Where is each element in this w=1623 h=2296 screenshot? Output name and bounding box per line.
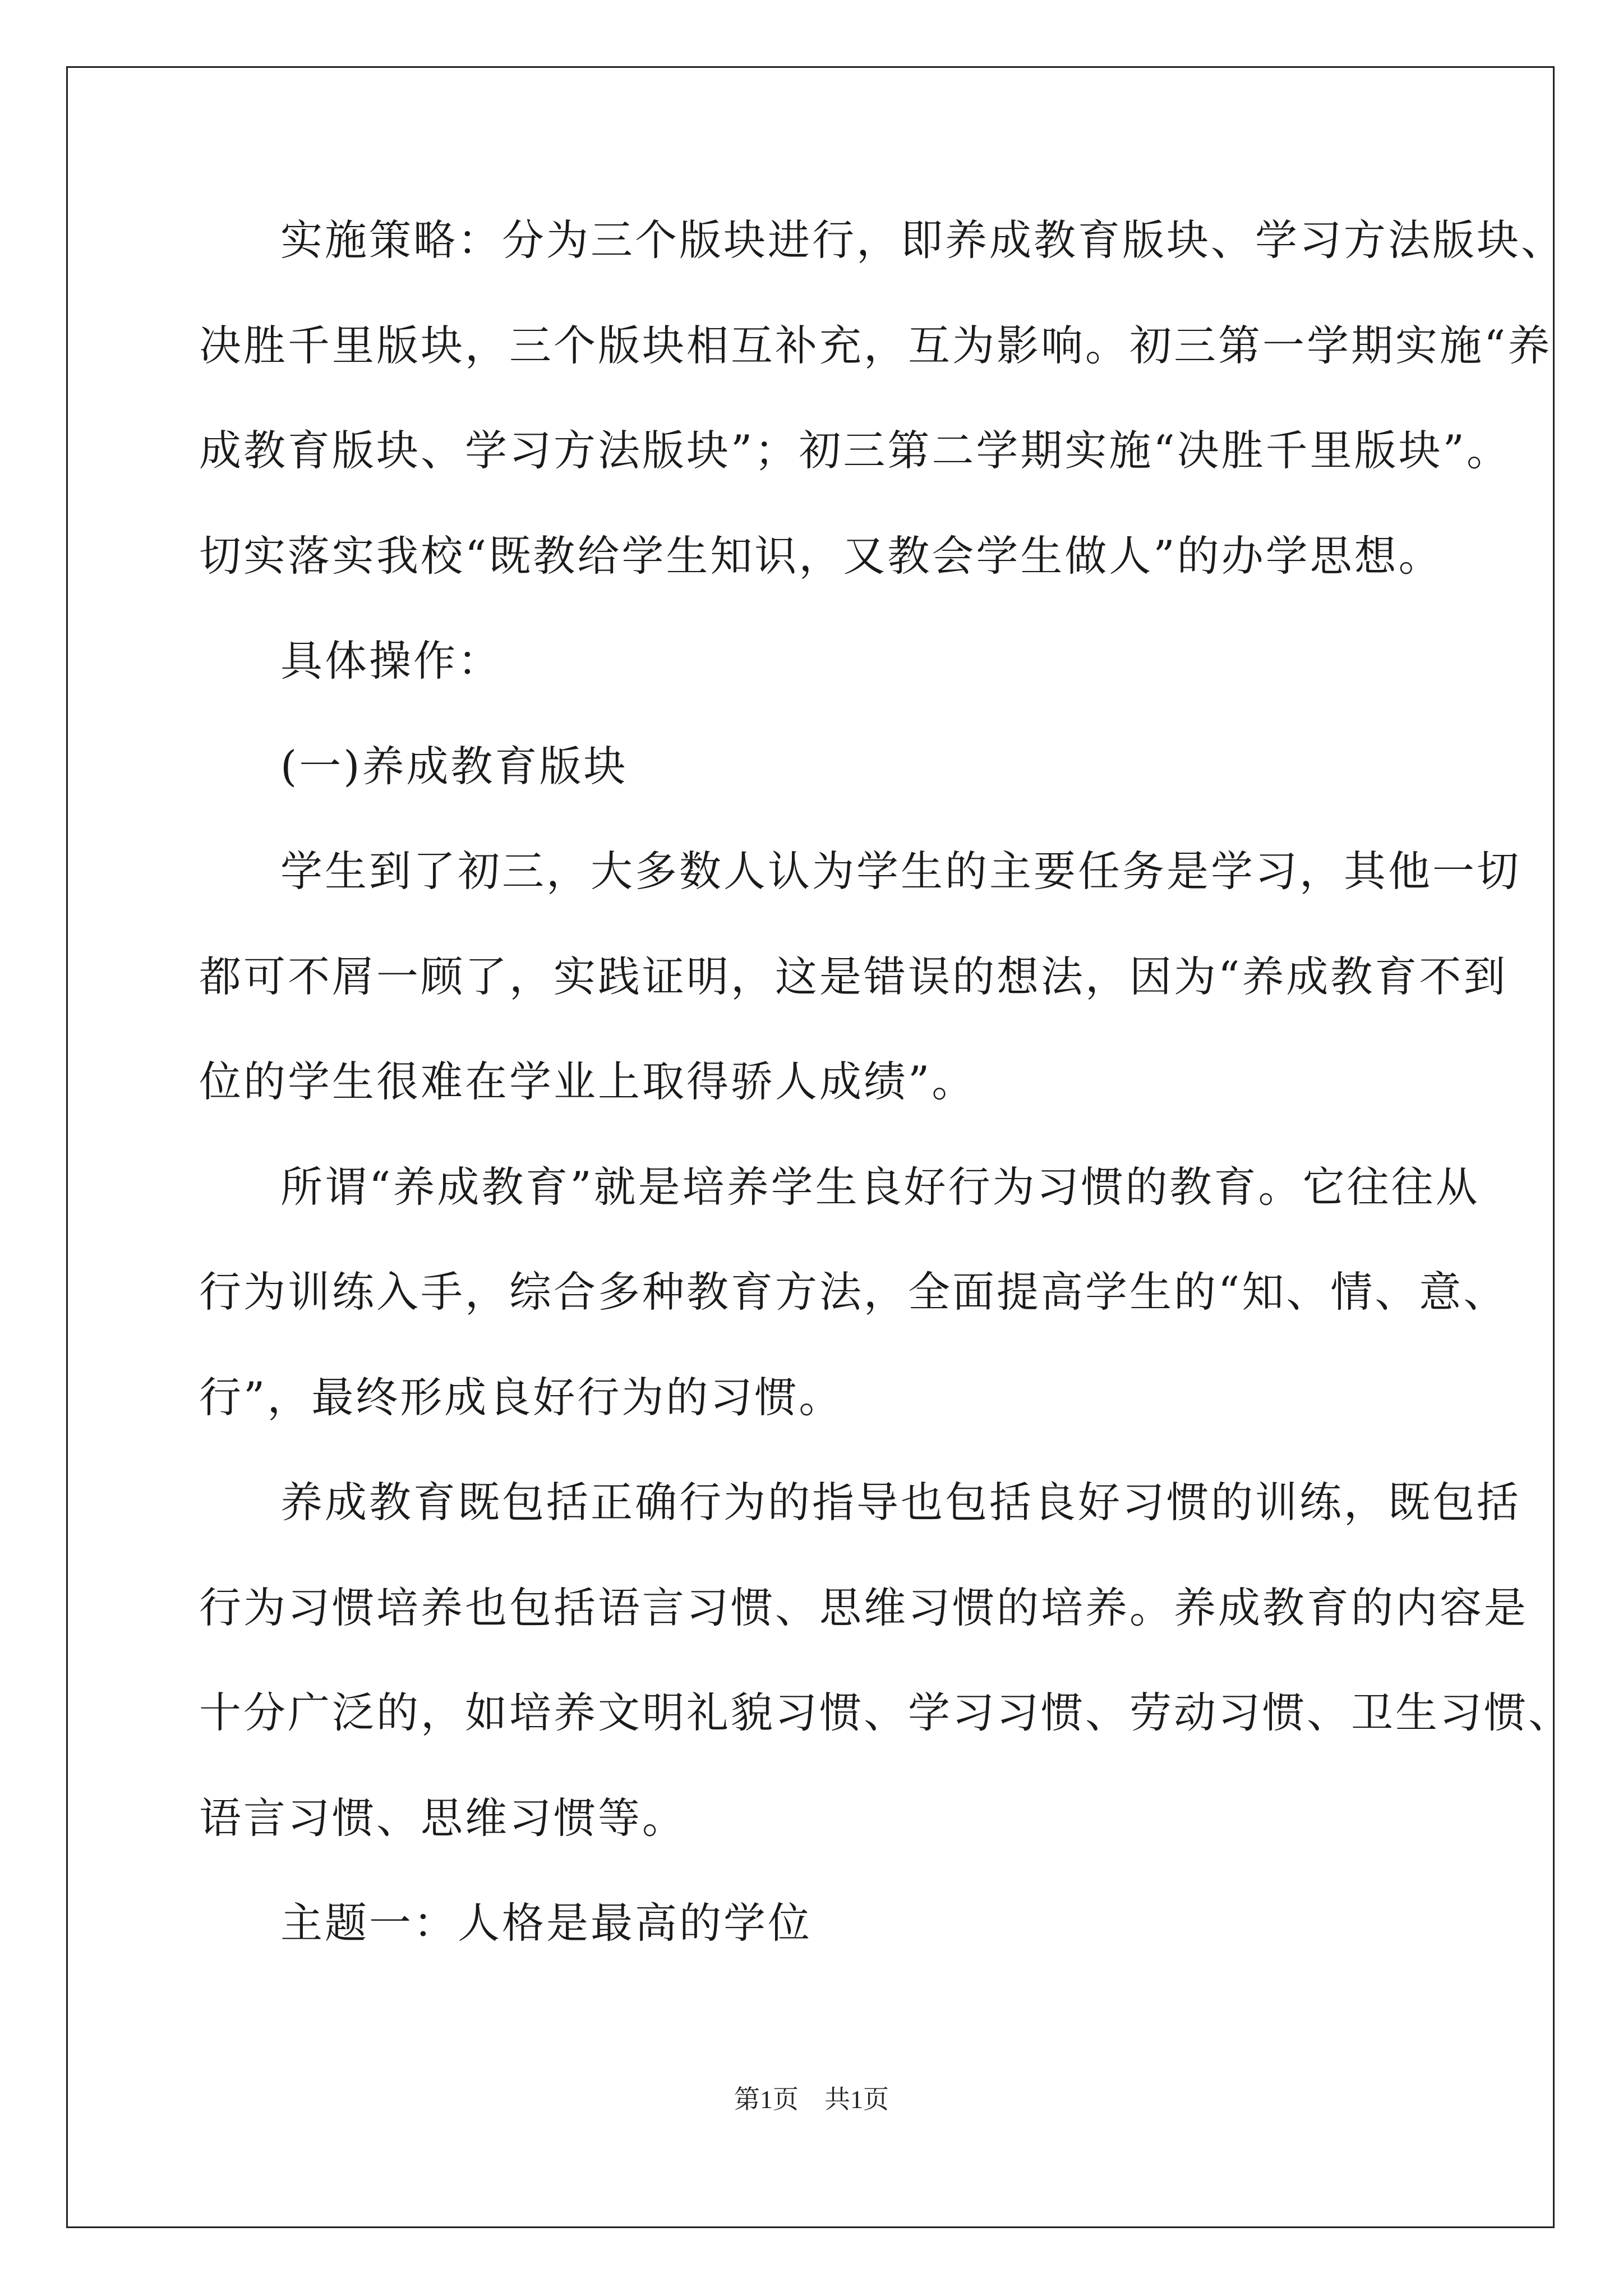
paragraph-line: 行为习惯培养也包括语言习惯、思维习惯的培养。养成教育的内容是: [199, 1583, 1529, 1632]
paragraph-line: 养成教育既包括正确行为的指导也包括良好习惯的训练，既包括: [280, 1478, 1521, 1527]
paragraph-line: 行”，最终形成良好行为的习惯。: [199, 1373, 843, 1422]
paragraph-line: 成教育版块、学习方法版块”；初三第二学期实施“决胜千里版块”。: [199, 426, 1511, 475]
paragraph-line: 切实落实我校“既教给学生知识，又教会学生做人”的办学思想。: [199, 531, 1443, 581]
section-heading: (一)养成教育版块: [280, 742, 628, 791]
paragraph-line: 十分广泛的，如培养文明礼貌习惯、学习习惯、劳动习惯、卫生习惯、: [199, 1688, 1573, 1737]
paragraph-line: 位的学生很难在学业上取得骄人成绩”。: [199, 1057, 976, 1106]
paragraph-line: 学生到了初三，大多数人认为学生的主要任务是学习，其他一切: [280, 846, 1521, 896]
paragraph-line: 行为训练入手，综合多种教育方法，全面提高学生的“知、情、意、: [199, 1267, 1508, 1317]
paragraph-line: 都可不屑一顾了，实践证明，这是错误的想法，因为“养成教育不到: [199, 952, 1508, 1001]
paragraph-line: 具体操作：: [280, 636, 502, 685]
paragraph-line: 决胜千里版块，三个版块相互补充，互为影响。初三第一学期实施“养: [199, 321, 1552, 370]
paragraph-line: 语言习惯、思维习惯等。: [199, 1793, 687, 1843]
paragraph-line: 所谓“养成教育”就是培养学生良好行为习惯的教育。它往往从: [280, 1162, 1480, 1212]
topic-heading: 主题一：人格是最高的学位: [280, 1898, 813, 1948]
page-number-footer: 第1页 共1页: [734, 2085, 889, 2114]
paragraph-line: 实施策略：分为三个版块进行，即养成教育版块、学习方法版块、: [280, 215, 1566, 265]
